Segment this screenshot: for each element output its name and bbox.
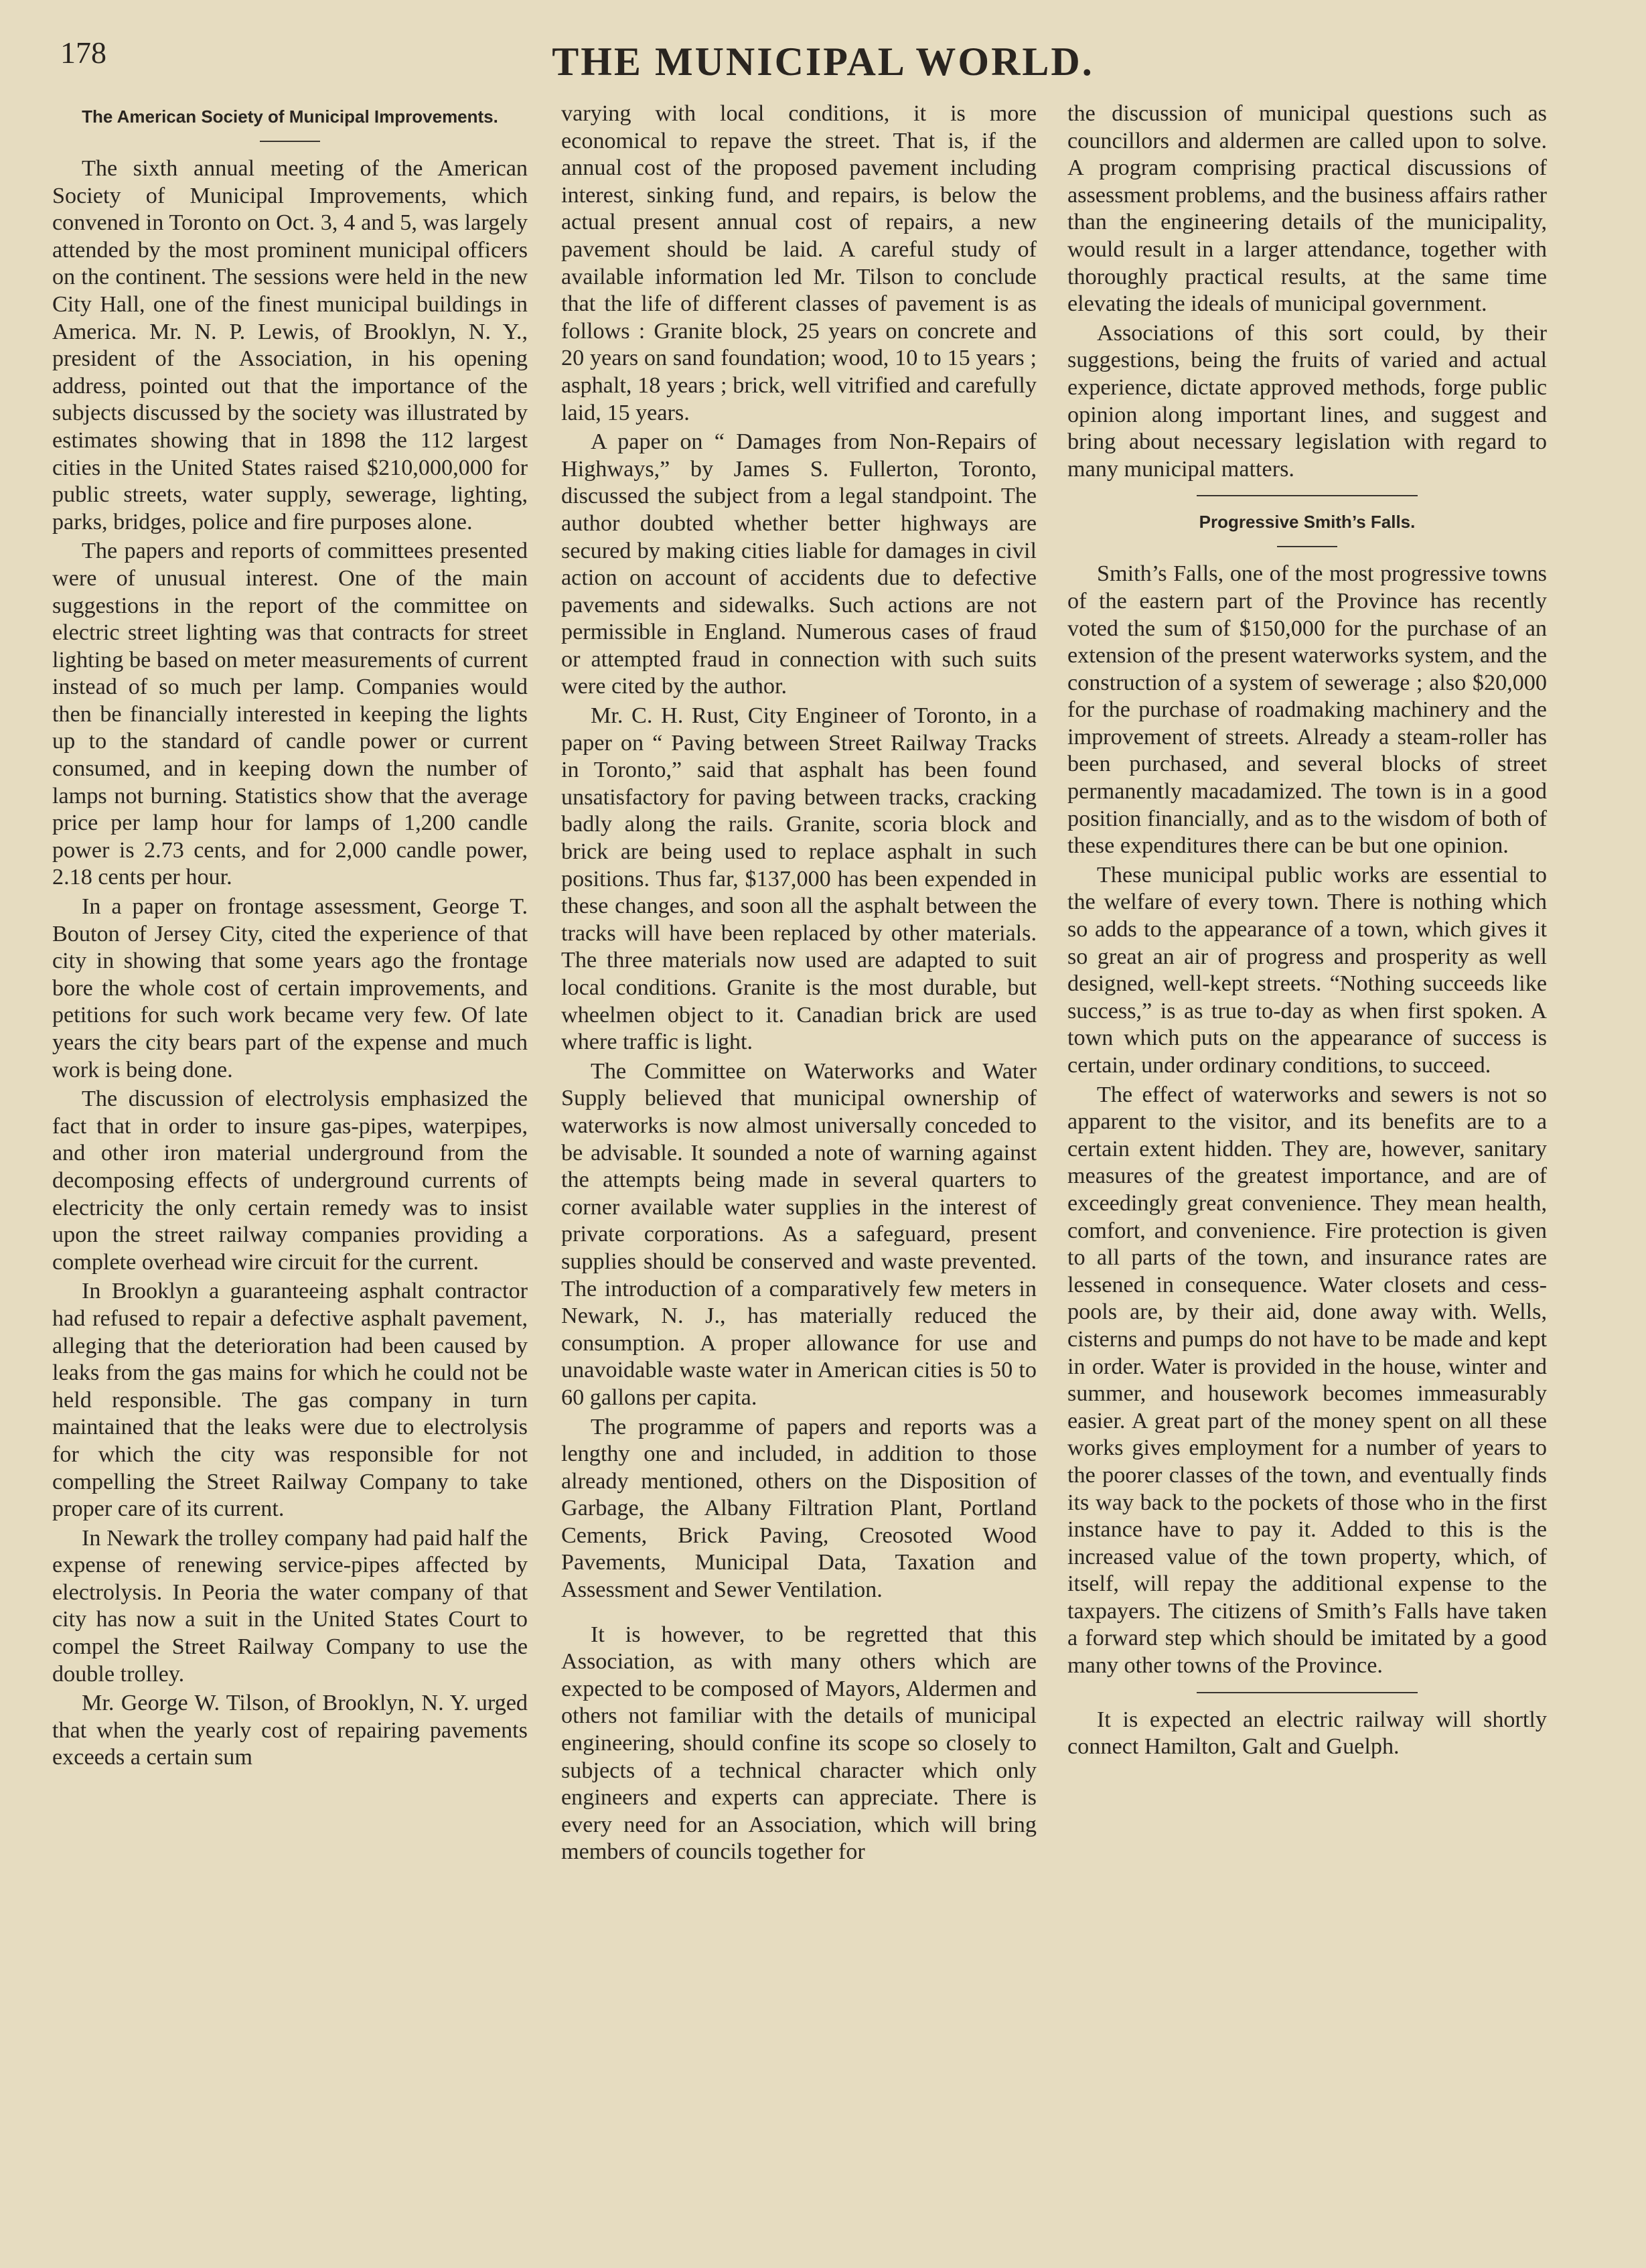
paragraph: In Brooklyn a guaranteeing asphalt contractor had refused to repair a defective asphalt pavement, alleging that the deterioration had been caused by leaks from the gas mains for which he could not be held responsible. The gas company in turn maintained that the leaks were due to electrolysis for which the city was responsible for not compelling the Street Railway Company to take proper care of its current. (52, 1279, 528, 1522)
column-2 (561, 100, 1037, 1866)
paragraph: It is expected an electric railway will shortly connect Hamilton, Galt and Guelph. (1067, 1707, 1547, 1760)
article-heading: The American Society of Municipal Improvements. (82, 107, 498, 127)
section-rule (1197, 1692, 1418, 1693)
column-3 (1067, 100, 1547, 1761)
paragraph: In Newark the trolley company had paid half the expense of renewing service-pipes affected by electrolysis. In Peoria the water company of that city has now a suit in the United States Court to compel the Street Railway Company to use the double trolley. (52, 1525, 528, 1687)
paragraph: The papers and reports of committees presented were of unusual interest. One of the main suggestions in the report of the committee on electric street lighting was that contracts for street lighting be based on meter measurements of current instead of so much per lamp. Companies would then be financially interested in keeping the lights up to the standard of candle power or current consumed, and in keeping down the number of lamps not burning. Statistics show that the average price per lamp hour for lamps of 1,200 candle power is 2.73 cents, and for 2,000 candle power, 2.18 cents per hour. (52, 539, 528, 890)
paragraph: The discussion of electrolysis emphasized the fact that in order to insure gas-pipes, waterpipes, and other iron material underground from the decomposing effects of underground currents of electricity the only certain remedy was to insist upon the street railway companies providing a complete overhead wire circuit for the current. (52, 1086, 528, 1275)
paragraph: It is however, to be regretted that this Association, as with many others which are expected to be composed of Mayors, Aldermen and others not familiar with the details of municipal engineering, should confine its scope so closely to subjects of a technical character which only engineers and experts can appreciate. There is every need for an Association, which will bring members of councils together for (561, 1622, 1037, 1865)
paragraph: Mr. C. H. Rust, City Engineer of Toronto, in a paper on “ Paving between Street Railway Tracks in Toronto,” said that asphalt has been found unsatisfactory for paving between tracks, cracking badly along the rails. Granite, scoria block and brick are being used to replace asphalt in such positions. Thus far, $137,000 has been expended in these changes, and soon all the asphalt between the tracks will have been replaced by other materials. The three materials now used are adapted to suit local conditions. Granite is the most durable, but wheelmen object to it. Canadian brick are used where traffic is light. (561, 703, 1037, 1055)
paragraph: In a paper on frontage assessment, George T. Bouton of Jersey City, cited the experience of that city in showing that some years ago the frontage bore the whole cost of certain improvements, and petitions for such work became very few. Of late years the city bears part of the expense and much work is being done. (52, 894, 528, 1082)
paragraph: Smith’s Falls, one of the most progressive towns of the eastern part of the Province has recently voted the sum of $150,000 for the purchase of an extension of the present waterworks system, and the construction of a system of sewerage ; also $20,000 for the purchase of roadmaking machinery and the improvement of streets. Already a steam-roller has been purchased, and several blocks of street permanently macadamized. The town is in a good position financially, and as to the wisdom of both of these expenditures there can be but one opinion. (1067, 561, 1547, 859)
paragraph: The programme of papers and reports was a lengthy one and included, in addition to those already mentioned, others on the Disposition of Garbage, the Albany Filtration Plant, Portland Cements, Brick Paving, Creosoted Wood Pavements, Municipal Data, Taxation and Assessment and Sewer Ventilation. (561, 1414, 1037, 1603)
column-1 (52, 100, 528, 1772)
heading-rule (1277, 546, 1337, 547)
paragraph: Mr. George W. Tilson, of Brooklyn, N. Y. urged that when the yearly cost of repairing pavements exceeds a certain sum (52, 1691, 528, 1770)
section-rule (1197, 495, 1418, 496)
paragraph: The sixth annual meeting of the American Society of Municipal Improvements, which convened in Toronto on Oct. 3, 4 and 5, was largely attended by the most prominent municipal officers on the continent. The sessions were held in the new City Hall, one of the finest municipal buildings in America. Mr. N. P. Lewis, of Brooklyn, N. Y., president of the Association, in his opening address, pointed out that the importance of the subjects discussed by the society was illustrated by estimates showing that in 1898 the 112 largest cities in the United States raised $210,000,000 for public streets, water supply, sewerage, lighting, parks, bridges, police and fire purposes alone. (52, 156, 528, 535)
paragraph: These municipal public works are essential to the welfare of every town. There is nothing which so adds to the appearance of a town, which gives it so great an air of progress and prosperity as well designed, well-kept streets. “Nothing succeeds like success,” is as true to-day as when first spoken. A town which puts on the appearance of success is certain, under ordinary conditions, to succeed. (1067, 862, 1547, 1078)
paragraph: The effect of waterworks and sewers is not so apparent to the visitor, and its benefits are to a certain extent hidden. They are, however, sanitary measures of the greatest importance, and are of exceedingly great convenience. They mean health, comfort, and convenience. Fire protection is given to all parts of the town, and insurance rates are lessened in consequence. Water closets and cess-pools are, by their aid, done away with. Wells, cisterns and pumps do not have to be made and kept in order. Water is provided in the house, winter and summer, and housework becomes immeasurably easier. A great part of the money spent on all these works gives employment for a number of years to the poorer classes of the town, and eventually finds its way back to the pockets of those who in the first instance have to pay it. Added to this is the increased value of the town property, which, of itself, will repay the additional expense to the taxpayers. The citizens of Smith’s Falls have taken a forward step which should be imitated by a good many other towns of the Province. (1067, 1082, 1547, 1679)
heading-rule (260, 141, 320, 142)
paragraph: The Committee on Waterworks and Water Supply believed that municipal ownership of waterworks is now almost universally conceded to be advisable. It sounded a note of warning against the attempts being made in several quarters to corner available water supplies in the interest of private corporations. As a safeguard, present supplies should be conserved and waste prevented. The introduction of a comparatively few meters in Newark, N. J., has materially reduced the consumption. A proper allowance for use and unavoidable waste water in American cities is 50 to 60 gallons per capita. (561, 1058, 1037, 1410)
paragraph: Associations of this sort could, by their suggestions, being the fruits of varied and actual experience, dictate approved methods, forge public opinion along important lines, and suggest and bring about necessary legislation with regard to many municipal matters. (1067, 320, 1547, 482)
paragraph: the discussion of municipal questions such as councillors and aldermen are called upon to solve. A program comprising practical discussions of assessment problems, and the business affairs rather than the engineering details of the municipality, would result in a larger attendance, together with thoroughly practical results, at the same time elevating the ideals of municipal government. (1067, 101, 1547, 317)
paragraph: varying with local conditions, it is more economical to repave the street. That is, if the annual cost of the proposed pavement including interest, sinking fund, and repairs, is below the actual present annual cost of repairs, a new pavement should be laid. A careful study of available information led Mr. Tilson to conclude that the life of different classes of pavement is as follows : Granite block, 25 years on concrete and 20 years on sand foundation; wood, 10 to 15 years ; asphalt, 18 years ; brick, well vitrified and carefully laid, 15 years. (561, 101, 1037, 425)
paragraph: A paper on “ Damages from Non-Repairs of Highways,” by James S. Fullerton, Toronto, discussed the subject from a legal standpoint. The author doubted whether better highways are secured by making cities liable for damages in civil action on account of accidents due to defective pavements and sidewalks. Such actions are not permissible in England. Numerous cases of fraud or attempted fraud in connection with such suits were cited by the author. (561, 429, 1037, 699)
page-number: 178 (60, 36, 106, 70)
masthead-title: THE MUNICIPAL WORLD. (552, 40, 1094, 84)
article-heading: Progressive Smith’s Falls. (1199, 512, 1416, 533)
